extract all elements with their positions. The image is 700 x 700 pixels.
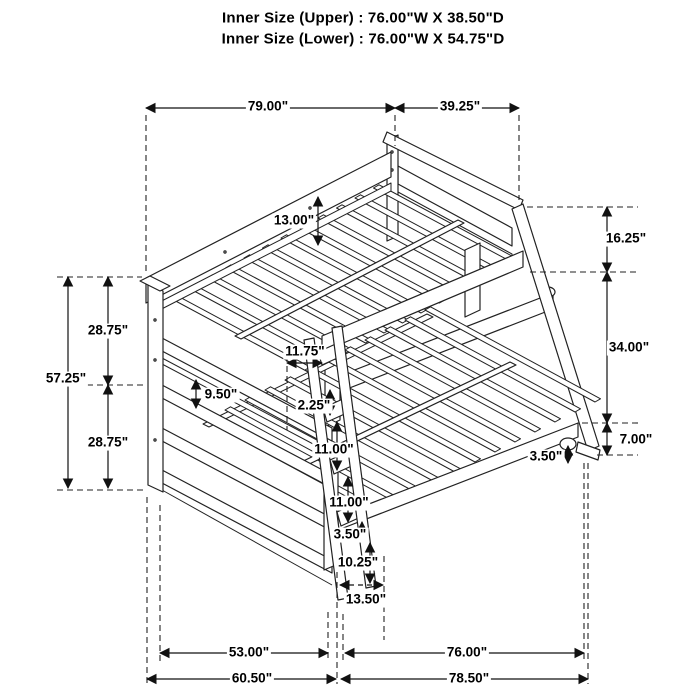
dim-label-right-upper: 16.25"	[605, 230, 647, 246]
dim-label-right-rail-height: 3.50"	[529, 448, 563, 464]
dim-label-top-length: 79.00"	[247, 98, 289, 114]
dim-label-top-depth: 39.25"	[439, 98, 481, 114]
dim-label-right-middle: 34.00"	[608, 339, 650, 355]
dim-label-panel-gap: 9.50"	[204, 386, 238, 402]
dim-label-bottom-width-outer: 60.50"	[231, 670, 273, 686]
dim-label-bottom-length-inner: 76.00"	[446, 644, 488, 660]
dim-label-left-upper: 28.75"	[87, 322, 129, 338]
dim-label-bottom-width-inner: 53.00"	[228, 644, 270, 660]
dim-label-bottom-length-outer: 78.50"	[448, 670, 490, 686]
dim-label-rung-spacing-lower: 11.00"	[329, 494, 369, 510]
dim-label-ladder-base-width: 13.50"	[345, 591, 387, 607]
header-inner-size-lower: Inner Size (Lower) : 76.00"W X 54.75"D	[221, 30, 505, 48]
dim-label-rung-gap-top: 2.25"	[297, 397, 331, 413]
bunk-bed	[140, 132, 601, 600]
dim-label-bottom-rung-height: 10.25"	[337, 554, 379, 570]
dim-label-rail-to-deck: 13.00"	[273, 212, 315, 228]
dim-label-ladder-width-top: 11.75"	[285, 343, 325, 359]
lower-bunk-front-rail	[338, 423, 578, 530]
dim-label-rung-thickness: 3.50"	[333, 526, 367, 542]
header-inner-size-upper: Inner Size (Upper) : 76.00"W X 38.50"D	[222, 9, 504, 27]
dim-label-rung-spacing-upper: 11.00"	[314, 441, 354, 457]
dim-label-left-lower: 28.75"	[87, 434, 129, 450]
dim-label-right-lower: 7.00"	[619, 431, 653, 447]
dim-label-left-total: 57.25"	[45, 370, 87, 386]
left-post	[140, 276, 170, 492]
